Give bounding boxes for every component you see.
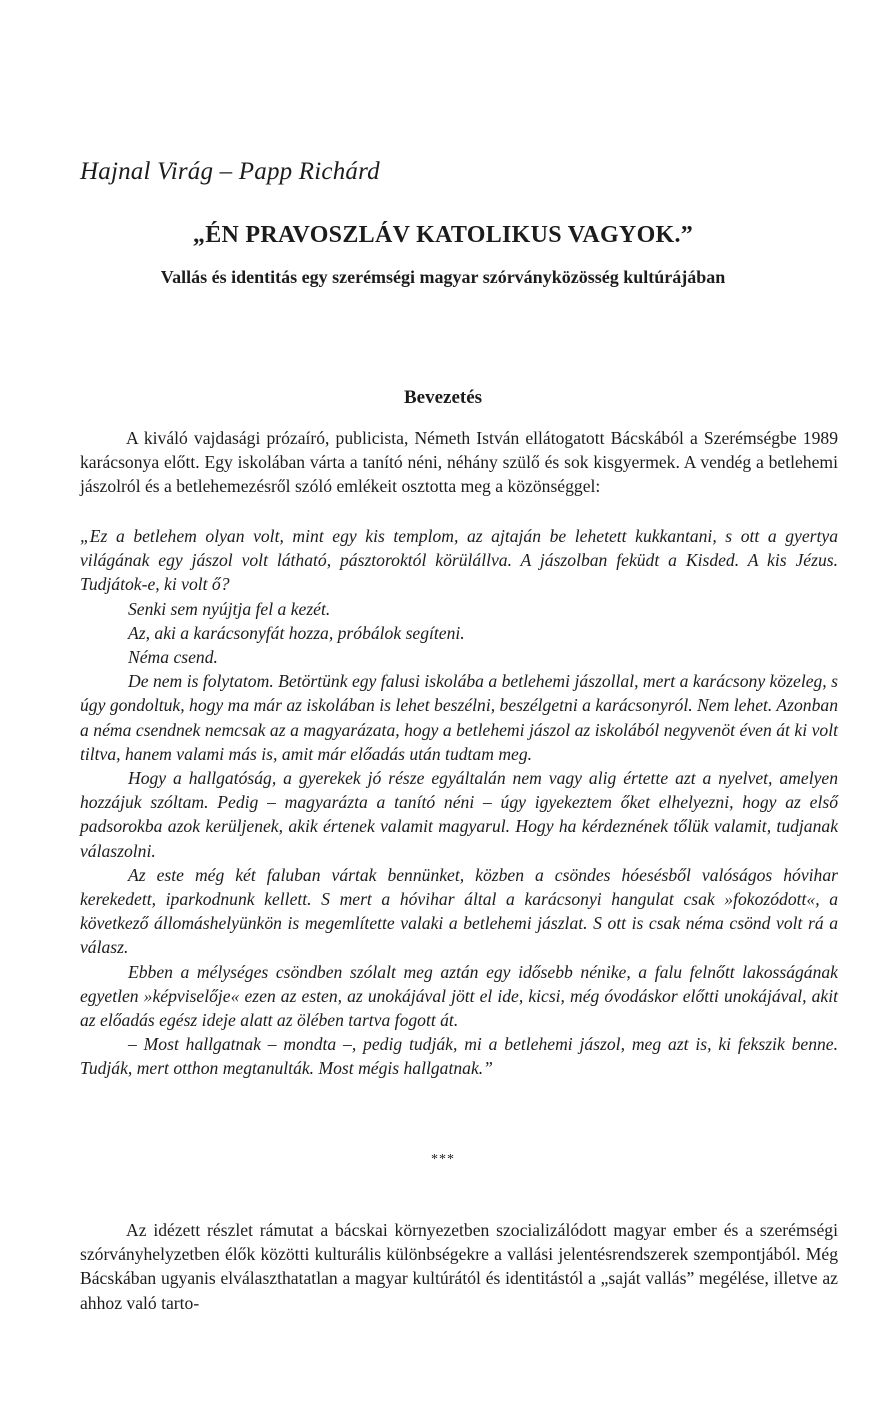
- quote-paragraph: „Ez a betlehem olyan volt, mint egy kis templom, az ajtaján be lehetett kukkantani, s ott a gyertya világának egy jászol volt látható, pásztoroktól körülállva. A jászolban feküdt a Kisded. A kis Jézus. Tudjátok-e, ki volt ő?: [80, 526, 838, 595]
- quote-paragraph: Senki sem nyújtja fel a kezét.: [128, 598, 331, 619]
- quoted-passage: [80, 524, 838, 1081]
- article-title: „ÉN PRAVOSZLÁV KATOLIKUS VAGYOK.”: [192, 222, 694, 248]
- quote-paragraph: Néma csend.: [128, 647, 218, 668]
- closing-paragraph: Az idézett részlet rámutat a bácskai környezetben szocializálódott magyar ember és a szerémségi szórványhelyzetben élők közötti kulturális különbségekre a vallási jelentésrendszerek szempontjából. Még Bácskában ugyanis elválaszthatatlan a magyar kultúrától és identitástól a „saját vallás” megélése, illetve az ahhoz való tarto-: [80, 1220, 838, 1313]
- quote-paragraph: Az este még két faluban vártak bennünket, közben a csöndes hóesésből valóságos hóvihar kerekedett, iparkodnunk kellett. S mert a hóvihar által a karácsonyi hangulat csak »fokozódott«, a következő állomáshelyünkön is megemlítette valaki a betlehemi jászlat. S ott is csak néma csönd volt rá a válasz.: [80, 864, 838, 958]
- quote-paragraph: De nem is folytatom. Betörtünk egy falusi iskolába a betlehemi jászollal, mert a karácsony közeleg, s úgy gondoltuk, hogy ma már az iskolában is lehet beszélni, beszélgetni a karácsonyról. Nem lehet. Azonban a néma csendnek nemcsak az a magyarázata, hogy a betlehemi jászol az iskolából negyvenöt éven át ki volt tiltva, hanem valami más is, amit már előadás után tudtam meg.: [80, 671, 838, 764]
- authors-line: Hajnal Virág – Papp Richárd: [80, 158, 380, 185]
- quote-paragraph: – Most hallgatnak – mondta –, pedig tudják, mi a betlehemi jászol, meg azt is, ki fekszik benne. Tudják, mert otthon megtanulták. Most mégis hallgatnak.”: [80, 1034, 838, 1079]
- intro-paragraph: A kiváló vajdasági prózaíró, publicista, Németh István ellátogatott Bácskából a Szerémségbe 1989 karácsonya előtt. Egy iskolában várta a tanító néni, néhány szülő és sok kisgyermek. A vendég a betlehemi jászolról és a betlehemezésről szóló emlékeit osztotta meg a közönséggel:: [80, 428, 838, 497]
- quote-paragraph: Hogy a hallgatóság, a gyerekek jó része egyáltalán nem vagy alig értette azt a nyelvet, amelyen hozzájuk szóltam. Pedig – magyarázta a tanító néni – úgy igyekeztem őket elhelyezni, hogy az első padsorokba azok kerüljenek, akik értenek valamit magyarul. Hogy ha kérdeznének tőlük valamit, tudjanak válaszolni.: [80, 768, 838, 861]
- section-separator: ***: [431, 1152, 455, 1167]
- quote-paragraph: Az, aki a karácsonyfát hozza, próbálok segíteni.: [128, 622, 465, 643]
- article-subtitle: Vallás és identitás egy szerémségi magyar szórványközösség kultúrájában: [160, 267, 726, 287]
- quote-paragraph: Ebben a mélységes csöndben szólalt meg aztán egy idősebb nénike, a falu felnőtt lakosságának egyetlen »képviselője« ezen az esten, az unokájával jött el ide, kicsi, még óvodáskor előtti unokájával, akit az előadás egész ideje alatt az ölében tartva fogott át.: [80, 961, 838, 1031]
- section-heading: Bevezetés: [403, 387, 483, 408]
